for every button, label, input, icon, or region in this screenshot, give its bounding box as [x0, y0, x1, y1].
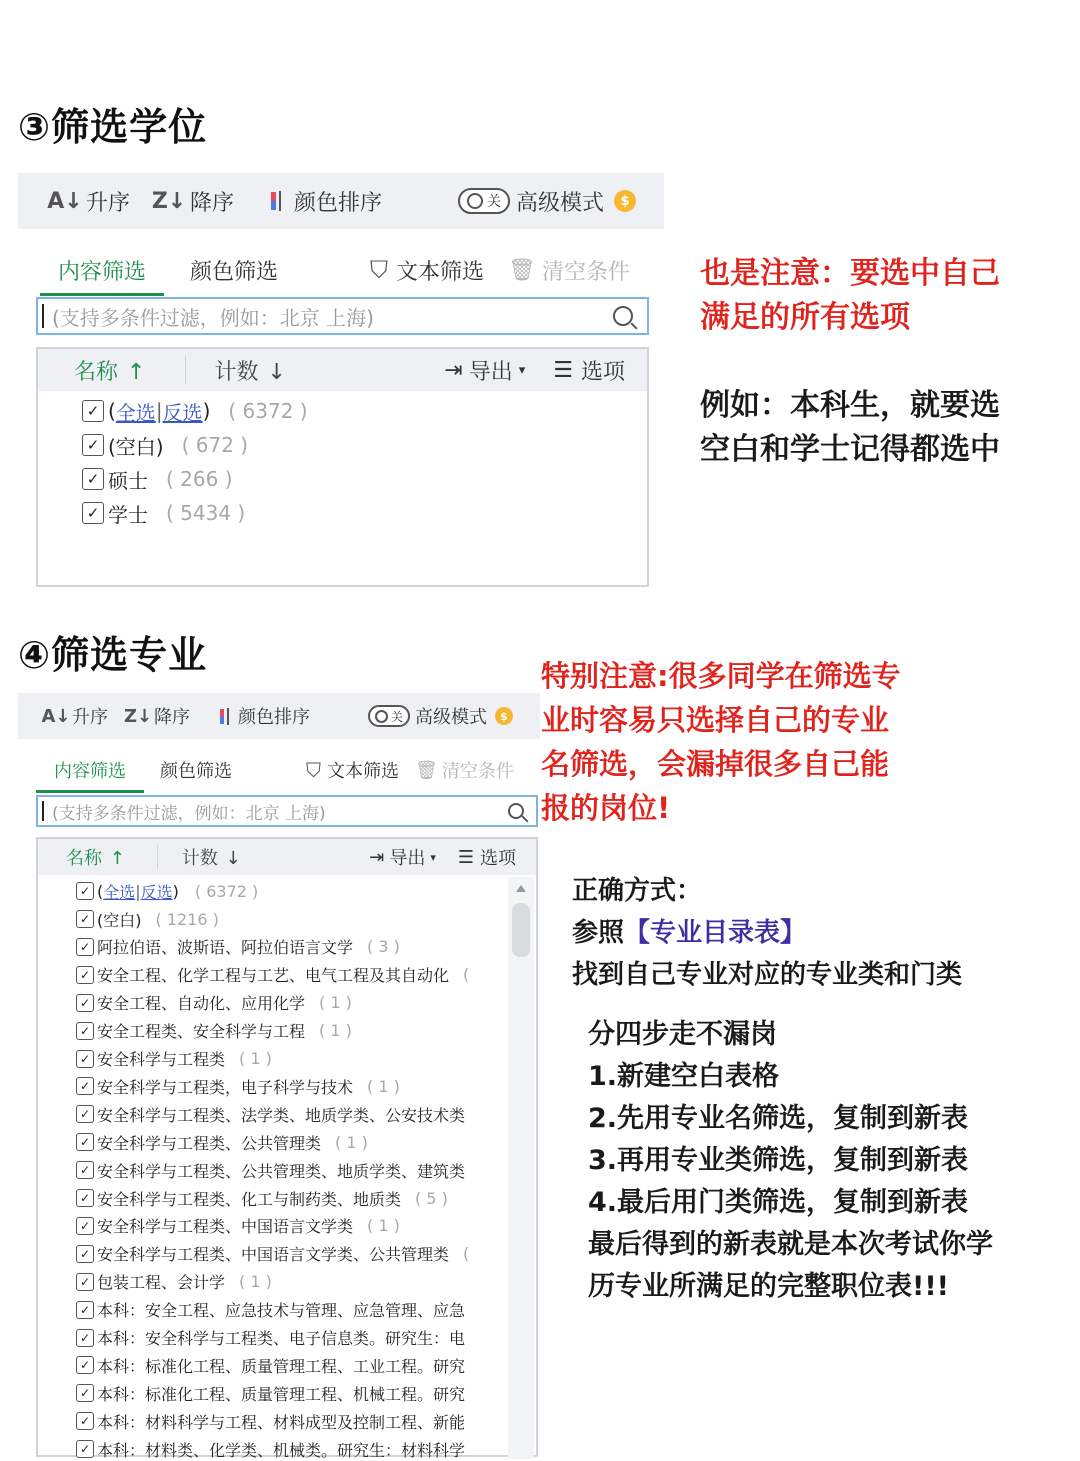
note-line: 也是注意：要选中自己	[700, 256, 1000, 291]
item-count: ( 1 )	[335, 1132, 368, 1152]
list-item[interactable]	[76, 1353, 506, 1377]
sort-toolbar	[18, 693, 540, 739]
sort-ascending-button[interactable]	[47, 186, 131, 217]
filter-tabs	[18, 253, 664, 287]
list-item[interactable]	[76, 991, 506, 1015]
name-column-header[interactable]	[66, 844, 125, 870]
text-cursor	[42, 801, 44, 821]
checkbox[interactable]: ✓	[76, 1329, 94, 1347]
search-placeholder: (支持多条件过滤，例如：北京 上海)	[52, 803, 326, 824]
color-sort-button[interactable]	[266, 186, 382, 217]
header-actions	[444, 355, 625, 386]
link-separator: |	[135, 881, 141, 901]
text-filter-button[interactable]	[306, 757, 399, 783]
tab-content-filter[interactable]: 内容筛选	[58, 255, 146, 286]
text-filter-label: 文本筛选	[396, 259, 485, 285]
reference-prefix: 参照	[572, 918, 625, 948]
color-sort-button[interactable]	[216, 703, 310, 729]
step-line: 历专业所满足的完整职位表!!!	[588, 1271, 949, 1302]
list-item[interactable]	[76, 935, 506, 959]
item-label: 包装工程、会计学	[97, 1273, 226, 1293]
item-count: ( 3 )	[367, 937, 400, 957]
checkbox[interactable]: ✓	[76, 1105, 94, 1123]
item-label: 本科：材料科学与工程、材料成型及控制工程、新能	[97, 1412, 466, 1432]
options-button[interactable]	[553, 355, 625, 386]
list-item[interactable]	[76, 1298, 506, 1322]
list-item[interactable]	[82, 465, 233, 493]
sort-ascending-button[interactable]	[41, 703, 108, 729]
sort-up-arrow-icon: ↑	[109, 848, 125, 869]
item-count: (	[463, 965, 470, 985]
options-button[interactable]	[458, 844, 516, 870]
item-label: 安全科学与工程类、公共管理类	[97, 1133, 322, 1153]
color-sort-icon	[266, 191, 286, 211]
name-header-label: 名称	[74, 359, 119, 385]
correct-method-note	[572, 870, 962, 996]
value-list	[36, 347, 649, 587]
color-sort-icon	[216, 708, 232, 725]
item-label: 安全科学与工程类、中国语言文学类、公共管理类	[97, 1245, 450, 1265]
select-all-link[interactable]: 全选	[115, 400, 156, 425]
item-label: 安全科学与工程类、化工与制药类、地质类	[97, 1189, 402, 1209]
sort-descending-label: 降序	[154, 707, 190, 728]
item-label: 本科：标准化工程、质量管理工程、机械工程。研究	[97, 1384, 466, 1404]
item-label: 安全科学与工程类，电子科学与技术	[97, 1077, 354, 1097]
item-label: (空白)	[108, 434, 164, 459]
paren-open: (	[97, 881, 104, 901]
search-placeholder: (支持多条件过滤，例如：北京 上海)	[52, 305, 374, 330]
coin-icon: $	[614, 190, 636, 212]
sort-up-arrow-icon: ↑	[127, 359, 146, 385]
note-line: 特别注意:很多同学在筛选专	[541, 659, 901, 693]
checkbox[interactable]: ✓	[76, 1412, 94, 1430]
step-line: 分四步走不漏岗	[588, 1019, 777, 1050]
search-icon[interactable]	[508, 803, 524, 819]
list-item[interactable]	[82, 499, 245, 527]
list-item-select-all[interactable]	[76, 879, 258, 903]
checkbox[interactable]: ✓	[76, 994, 94, 1012]
advanced-mode-label: 高级模式	[516, 190, 605, 216]
list-item[interactable]	[76, 963, 506, 987]
trash-icon: 🗑︎	[508, 257, 536, 283]
link-separator: |	[155, 399, 163, 423]
options-label: 选项	[480, 848, 516, 869]
major-catalog-reference: 【专业目录表】	[624, 918, 807, 948]
checkbox[interactable]: ✓	[76, 1301, 94, 1319]
list-item[interactable]	[76, 1437, 506, 1461]
checkbox[interactable]: ✓	[76, 1384, 94, 1402]
list-item[interactable]	[76, 1019, 506, 1043]
checkbox[interactable]: ✓	[76, 1050, 94, 1068]
item-label: (空白)	[97, 910, 142, 930]
checkbox[interactable]: ✓	[76, 1161, 94, 1179]
menu-lines-icon: ☰	[457, 846, 474, 868]
trash-icon: 🗑︎	[415, 759, 438, 781]
invert-selection-link[interactable]: 反选	[162, 400, 203, 425]
toggle-state-label: 关	[390, 709, 403, 724]
list-scrollbar[interactable]	[508, 877, 534, 1459]
clear-conditions-button[interactable]	[508, 255, 630, 286]
filter-icon: ⛉	[306, 758, 321, 782]
scroll-thumb[interactable]	[512, 903, 530, 957]
method-reference-line	[572, 912, 962, 954]
checkbox[interactable]: ✓	[82, 502, 104, 524]
paren-close: )	[202, 399, 211, 423]
export-button[interactable]	[444, 355, 525, 386]
list-header	[38, 839, 536, 875]
checkbox[interactable]: ✓	[76, 1189, 94, 1207]
item-count: ( 1 )	[367, 1076, 400, 1096]
header-actions	[369, 844, 516, 870]
checkbox[interactable]: ✓	[76, 882, 94, 900]
count-column-header[interactable]	[182, 844, 241, 870]
header-divider	[157, 845, 158, 869]
sort-ascending-label: 升序	[86, 190, 131, 216]
clear-conditions-label: 清空条件	[541, 259, 630, 285]
item-label: 安全工程、自动化、应用化学	[97, 994, 306, 1014]
list-item[interactable]	[76, 1102, 506, 1126]
note-line: 业时容易只选择自己的专业	[541, 703, 890, 737]
step-line: 2.先用专业名筛选，复制到新表	[588, 1103, 969, 1134]
list-item[interactable]	[76, 1381, 506, 1405]
color-sort-label: 颜色排序	[238, 707, 310, 728]
note-line: 满足的所有选项	[700, 300, 910, 335]
sort-toolbar	[18, 173, 664, 229]
item-label: 安全工程、化学工程与工艺、电气工程及其自动化	[97, 966, 450, 986]
name-column-header[interactable]	[74, 355, 145, 386]
sort-descending-button[interactable]	[151, 186, 235, 217]
item-label: 本科：标准化工程、质量管理工程、工业工程。研究	[97, 1356, 466, 1376]
item-count: ( 1216 )	[155, 909, 219, 929]
major-warning-note	[541, 654, 901, 830]
list-item[interactable]	[76, 1214, 506, 1238]
export-icon: ⇥	[444, 357, 463, 383]
advanced-mode-toggle[interactable]	[458, 186, 636, 217]
select-all-link[interactable]: 全选	[103, 882, 136, 902]
step-line: 4.最后用门类筛选，复制到新表	[588, 1187, 969, 1218]
clear-conditions-button[interactable]	[415, 757, 514, 783]
scroll-up-arrow-icon[interactable]	[516, 885, 526, 892]
checkbox[interactable]: ✓	[76, 1245, 94, 1263]
search-input[interactable]	[36, 795, 538, 827]
steps-note	[588, 1014, 993, 1308]
item-count: ( 1 )	[319, 993, 352, 1013]
toggle-switch[interactable]	[458, 188, 510, 214]
sort-down-arrow-icon: ↓	[225, 848, 241, 869]
sort-asc-icon: A↓	[47, 188, 83, 214]
checkbox[interactable]: ✓	[82, 400, 104, 422]
list-item[interactable]	[76, 1326, 506, 1350]
checkbox[interactable]: ✓	[76, 1077, 94, 1095]
list-item[interactable]	[76, 1186, 506, 1210]
sort-asc-icon: A↓	[41, 705, 71, 727]
checkbox[interactable]: ✓	[76, 910, 94, 928]
list-item[interactable]	[76, 1270, 506, 1294]
note-line: 报的岗位!	[541, 791, 671, 825]
section4-title: ④筛选专业	[18, 633, 208, 677]
text-cursor	[42, 304, 44, 328]
item-count: ( 5434 )	[166, 501, 246, 525]
list-item[interactable]	[76, 1242, 506, 1266]
export-button[interactable]	[369, 844, 436, 870]
list-item[interactable]	[76, 1158, 506, 1182]
degree-warning-note	[700, 252, 1000, 340]
item-label: 安全科学与工程类、法学类、地质学类、公安技术类	[97, 1105, 466, 1125]
search-icon[interactable]	[613, 306, 633, 326]
item-label: 本科：材料类、化学类、机械类。研究生：材料科学	[97, 1440, 466, 1460]
checkbox[interactable]: ✓	[82, 468, 104, 490]
item-label: 阿拉伯语、波斯语、阿拉伯语言文学	[97, 938, 354, 958]
chevron-down-icon: ▾	[430, 850, 436, 864]
step-line: 最后得到的新表就是本次考试你学	[588, 1229, 993, 1260]
clear-conditions-label: 清空条件	[441, 761, 514, 782]
search-input[interactable]	[36, 297, 649, 335]
sort-descending-label: 降序	[190, 190, 235, 216]
item-count: ( 1 )	[319, 1021, 352, 1041]
checkbox[interactable]: ✓	[76, 1217, 94, 1235]
item-count: ( 266 )	[166, 467, 233, 491]
header-divider	[185, 356, 186, 384]
color-sort-label: 颜色排序	[294, 190, 383, 216]
list-item[interactable]	[76, 1409, 506, 1433]
paren-open: (	[108, 399, 116, 423]
item-count: ( 1 )	[367, 1216, 400, 1236]
note-line: 例如：本科生，就要选	[700, 388, 1000, 423]
item-count: ( 1 )	[239, 1049, 272, 1068]
item-count: ( 1 )	[239, 1272, 272, 1292]
list-item[interactable]	[76, 1074, 506, 1098]
step-line: 3.再用专业类筛选，复制到新表	[588, 1145, 969, 1176]
tab-content-filter[interactable]: 内容筛选	[54, 757, 126, 783]
checkbox[interactable]: ✓	[76, 966, 94, 984]
list-item[interactable]	[82, 431, 248, 459]
list-item[interactable]	[76, 1047, 506, 1071]
menu-lines-icon: ☰	[553, 357, 573, 383]
item-count: (	[463, 1244, 470, 1264]
advanced-mode-label: 高级模式	[415, 707, 487, 728]
note-line: 名筛选，会漏掉很多自己能	[541, 747, 890, 781]
section3-title: ③筛选学位	[18, 105, 208, 149]
item-label: 安全科学与工程类、公共管理类、地质学类、建筑类	[97, 1161, 466, 1181]
invert-selection-link[interactable]: 反选	[140, 882, 173, 902]
degree-example-note	[700, 384, 1000, 472]
checkbox[interactable]: ✓	[76, 938, 94, 956]
list-header	[38, 349, 647, 391]
text-filter-label: 文本筛选	[327, 761, 399, 782]
item-count: ( 5 )	[415, 1188, 448, 1208]
sort-descending-button[interactable]	[123, 703, 190, 729]
checkbox[interactable]: ✓	[76, 1440, 94, 1458]
checkbox[interactable]: ✓	[76, 1133, 94, 1151]
item-label: 硕士	[108, 468, 148, 493]
count-column-header[interactable]	[214, 355, 285, 386]
checkbox[interactable]: ✓	[76, 1356, 94, 1374]
item-label: 安全科学与工程类	[97, 1050, 226, 1069]
coin-icon: $	[495, 707, 513, 725]
name-header-label: 名称	[66, 848, 102, 869]
step-line: 1.新建空白表格	[588, 1061, 780, 1092]
sort-desc-icon: Z↓	[123, 705, 153, 727]
note-line: 空白和学士记得都选中	[700, 432, 1000, 467]
chevron-down-icon: ▾	[518, 362, 526, 378]
item-label: 本科：安全工程、应急技术与管理、应急管理、应急	[97, 1301, 466, 1321]
item-count: ( 672 )	[181, 433, 249, 457]
sort-down-arrow-icon: ↓	[267, 359, 286, 385]
advanced-mode-toggle[interactable]	[368, 703, 513, 729]
item-count: ( 6372 )	[194, 881, 259, 901]
method-title: 正确方式：	[572, 876, 703, 906]
export-icon: ⇥	[369, 846, 385, 868]
item-label: 本科：安全科学与工程类、电子信息类。研究生：电	[97, 1329, 466, 1348]
sort-ascending-label: 升序	[72, 707, 108, 728]
major-filter-panel	[18, 693, 540, 1460]
tab-color-filter[interactable]: 颜色筛选	[190, 259, 279, 285]
count-header-label: 计数	[214, 359, 259, 385]
list-item[interactable]	[76, 1130, 506, 1154]
toggle-switch[interactable]	[368, 705, 410, 727]
sort-desc-icon: Z↓	[151, 188, 187, 214]
count-header-label: 计数	[181, 848, 218, 869]
checkbox[interactable]: ✓	[76, 1022, 94, 1040]
paren-close: )	[172, 881, 179, 901]
options-label: 选项	[580, 359, 625, 385]
item-label: 学士	[108, 502, 148, 527]
item-count: ( 6372 )	[228, 399, 308, 423]
value-list	[36, 837, 538, 1460]
method-reference-detail: 找到自己专业对应的专业类和门类	[572, 960, 963, 990]
degree-filter-panel	[18, 173, 664, 572]
item-label: 安全科学与工程类、中国语言文学类	[97, 1217, 354, 1237]
toggle-state-label: 关	[487, 194, 502, 210]
checkbox[interactable]: ✓	[76, 1273, 94, 1291]
list-item-select-all[interactable]	[82, 397, 308, 425]
text-filter-button[interactable]	[370, 255, 484, 286]
export-label: 导出	[468, 359, 513, 385]
tab-color-filter[interactable]: 颜色筛选	[160, 761, 232, 782]
filter-icon: ⛉	[370, 256, 389, 284]
item-label: 安全工程类、安全科学与工程	[97, 1022, 306, 1042]
export-label: 导出	[389, 848, 426, 869]
filter-tabs	[18, 755, 540, 785]
checkbox[interactable]: ✓	[82, 434, 104, 456]
list-item[interactable]	[76, 907, 506, 931]
